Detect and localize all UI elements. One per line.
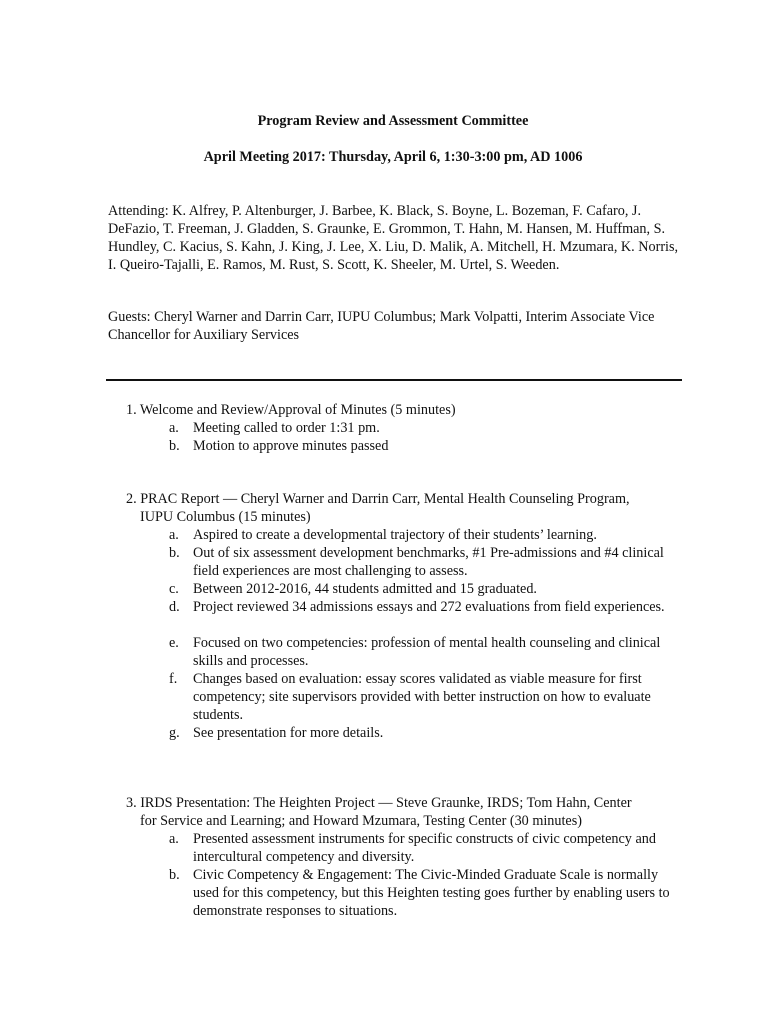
sub-text: Civic Competency & Engagement: The Civic-Minded Graduate Scale is normally used for this competency, but this Heighten testing goes further by enabling users to demonstrate responses to situations.	[193, 867, 670, 919]
attending-list: Attending: K. Alfrey, P. Altenburger, J. Barbee, K. Black, S. Boyne, L. Bozeman, F. Cafaro, J. DeFazio, T. Freeman, J. Gladden, S. Graunke, E. Grommon, T. Hahn, M. Hansen, M. Huffman, S. Hundley, C. Kacius, S. Kahn, J. King, J. Lee, X. Liu, D. Malik, A. Mitchell, H. Mzumara, K. Norris, I. Queiro-Tajalli, E. Ramos, M. Rust, S. Scott, K. Sheeler, M. Urtel, S. Weeden.	[108, 203, 679, 273]
sub-text: Motion to approve minutes passed	[193, 438, 389, 454]
sub-letter: b.	[169, 438, 180, 454]
sub-letter: c.	[169, 581, 179, 597]
agenda-item-2-heading: 2. PRAC Report — Cheryl Warner and Darrin Carr, Mental Health Counseling Program,	[126, 491, 630, 507]
sub-letter: e.	[169, 635, 179, 651]
sub-letter: g.	[169, 725, 180, 741]
section-divider	[106, 379, 682, 381]
sub-letter: b.	[169, 867, 180, 883]
document-title: Program Review and Assessment Committee	[257, 113, 529, 129]
sub-text: Aspired to create a developmental trajectory of their students’ learning.	[193, 527, 597, 543]
agenda-item-3a	[169, 830, 679, 866]
sub-letter: a.	[169, 420, 179, 436]
sub-letter: a.	[169, 831, 179, 847]
sub-text: Presented assessment instruments for specific constructs of civic competency and intercultural competency and diversity.	[193, 831, 656, 865]
agenda-item-1b	[169, 437, 679, 455]
sub-letter: a.	[169, 527, 179, 543]
guests-list: Guests: Cheryl Warner and Darrin Carr, IUPU Columbus; Mark Volpatti, Interim Associate Vice Chancellor for Auxiliary Services	[108, 309, 655, 343]
agenda-item-2d	[169, 598, 679, 616]
sub-text: See presentation for more details.	[193, 725, 384, 741]
agenda-item-2e	[169, 634, 679, 670]
sub-text: Changes based on evaluation: essay scores validated as viable measure for first competency; site supervisors provided with better instruction on how to evaluate students.	[193, 671, 651, 723]
agenda-item-2a	[169, 526, 679, 544]
agenda-item-2c	[169, 580, 679, 598]
sub-letter: d.	[169, 599, 180, 615]
sub-text: Focused on two competencies: profession of mental health counseling and clinical skills and processes.	[193, 635, 661, 669]
sub-text: Between 2012-2016, 44 students admitted and 15 graduated.	[193, 581, 537, 597]
agenda-item-3b	[169, 866, 679, 920]
sub-letter: f.	[169, 671, 178, 687]
sub-letter: b.	[169, 545, 180, 561]
agenda-item-1a	[169, 419, 679, 437]
agenda-item-2b	[169, 544, 679, 580]
agenda-item-2f	[169, 670, 679, 724]
agenda-item-1-heading: 1. Welcome and Review/Approval of Minutes (5 minutes)	[126, 402, 456, 418]
agenda-item-2g	[169, 724, 679, 742]
agenda-item-3-heading-cont: for Service and Learning; and Howard Mzumara, Testing Center (30 minutes)	[140, 813, 582, 829]
sub-text: Out of six assessment development benchmarks, #1 Pre-admissions and #4 clinical field experiences are most challenging to assess.	[193, 545, 664, 579]
sub-text: Project reviewed 34 admissions essays and 272 evaluations from field experiences.	[193, 599, 665, 615]
agenda-item-3-heading: 3. IRDS Presentation: The Heighten Project — Steve Graunke, IRDS; Tom Hahn, Center	[126, 795, 632, 811]
agenda-item-2-heading-cont: IUPU Columbus (15 minutes)	[140, 509, 311, 525]
sub-text: Meeting called to order 1:31 pm.	[193, 420, 380, 436]
meeting-info: April Meeting 2017: Thursday, April 6, 1:30-3:00 pm, AD 1006	[203, 149, 583, 165]
